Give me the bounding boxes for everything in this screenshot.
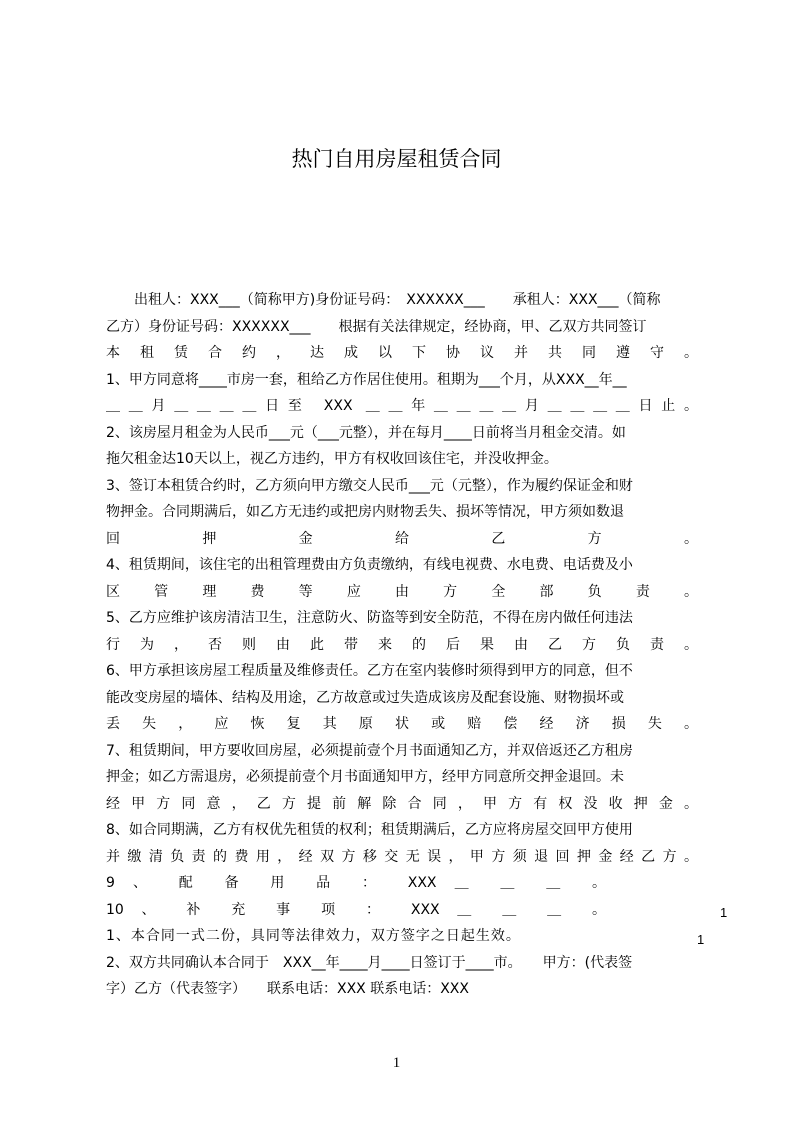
text-line: ＿＿月＿＿＿＿日至 XXX ＿＿年＿＿＿＿月＿＿＿＿日止。 bbox=[106, 398, 698, 414]
text-line: 押金；如乙方需退房，必须提前壹个月书面通知甲方，经甲方同意所交押金退回。未 bbox=[106, 769, 624, 785]
contract-body bbox=[106, 287, 698, 1003]
text-line: 2、该房屋月租金为人民币___元（___元整），并在每月____日前将当月租金交清。如 bbox=[106, 424, 626, 441]
margin-number: 1 bbox=[720, 905, 728, 920]
text-line: 拖欠租金达10天以上，视乙方违约，甲方有权收回该住宅，并没收押金。 bbox=[106, 451, 558, 467]
text-line: 8、如合同期满，乙方有权优先租赁的权利；租赁期满后，乙方应将房屋交回甲方使用 bbox=[106, 822, 633, 838]
text-line: 9 、 配 备 用 品 ： XXX ＿ ＿ ＿ 。 bbox=[106, 875, 606, 891]
text-line: 1、甲方同意将____市房一套，租给乙方作居住使用。租期为___个月，从XXX__年__ bbox=[106, 371, 627, 388]
text-line: 丢 失 ， 应 恢 复 其 原 状 或 赔 偿 经 济 损 失 。 bbox=[106, 716, 698, 732]
text-line: 经 甲 方 同 意 ， 乙 方 提 前 解 除 合 同 ， 甲 方 有 权 没 收 押 金 。 bbox=[106, 795, 698, 812]
text-line: 6、甲方承担该房屋工程质量及维修责任。乙方在室内装修时须得到甲方的同意，但不 bbox=[106, 663, 633, 679]
text-line: 7、租赁期间，甲方要收回房屋，必须提前壹个月书面通知乙方，并双倍返还乙方租房 bbox=[106, 742, 633, 759]
text-line: 并 缴 清 负 责 的 费 用 ， 经 双 方 移 交 无 误 ， 甲 方 须 退 回 押 金 经 乙 方 。 bbox=[106, 848, 698, 865]
text-line: 1、本合同一式二份，具同等法律效力，双方签字之日起生效。 bbox=[106, 928, 521, 944]
text-line: 行 为 ， 否 则 由 此 带 来 的 后 果 由 乙 方 负 责 。 bbox=[106, 636, 698, 653]
text-line: 10 、 补 充 事 项 ： XXX ＿ ＿ ＿ 。 bbox=[106, 901, 606, 918]
text-line: 3、签订本租赁合约时，乙方须向甲方缴交人民币___元（元整），作为履约保证金和财 bbox=[106, 477, 633, 494]
page-number: 1 bbox=[392, 1055, 401, 1071]
text-line: 5、乙方应维护该房清洁卫生，注意防火、防盗等到安全防范，不得在房内做任何违法 bbox=[106, 610, 633, 626]
text-line: 出租人：XXX___（简称甲方)身份证号码： XXXXXX___ 承租人：XXX___（简称 bbox=[106, 292, 661, 308]
margin-number: 1 bbox=[697, 932, 705, 947]
text-line: 区 管 理 费 等 应 由 方 全 部 负 责 。 bbox=[106, 583, 698, 600]
text-line: 乙方）身份证号码：XXXXXX___ 根据有关法律规定，经协商，甲、乙双方共同签订 bbox=[106, 318, 647, 335]
document-title: 热门自用房屋租赁合同 bbox=[291, 147, 502, 171]
text-line: 物押金。合同期满后，如乙方无违约或把房内财物丢失、损坏等情况，甲方须如数退 bbox=[106, 504, 624, 520]
text-line: 4、租赁期间，该住宅的出租管理费由方负责缴纳，有线电视费、水电费、电话费及小 bbox=[106, 557, 633, 573]
text-line: 2、双方共同确认本合同于 XXX__年____月____日签订于____市。 甲方：(代表签 bbox=[106, 954, 633, 971]
text-line: 回 押 金 给 乙 方 。 bbox=[106, 530, 698, 547]
text-line: 本 租 赁 合 约 ， 达 成 以 下 协 议 并 共 同 遵 守 。 bbox=[106, 345, 698, 361]
text-line: 能改变房屋的墙体、结构及用途，乙方故意或过失造成该房及配套设施、财物损坏或 bbox=[106, 689, 624, 706]
text-line: 字）乙方（代表签字） 联系电话：XXX 联系电话：XXX bbox=[106, 981, 469, 997]
